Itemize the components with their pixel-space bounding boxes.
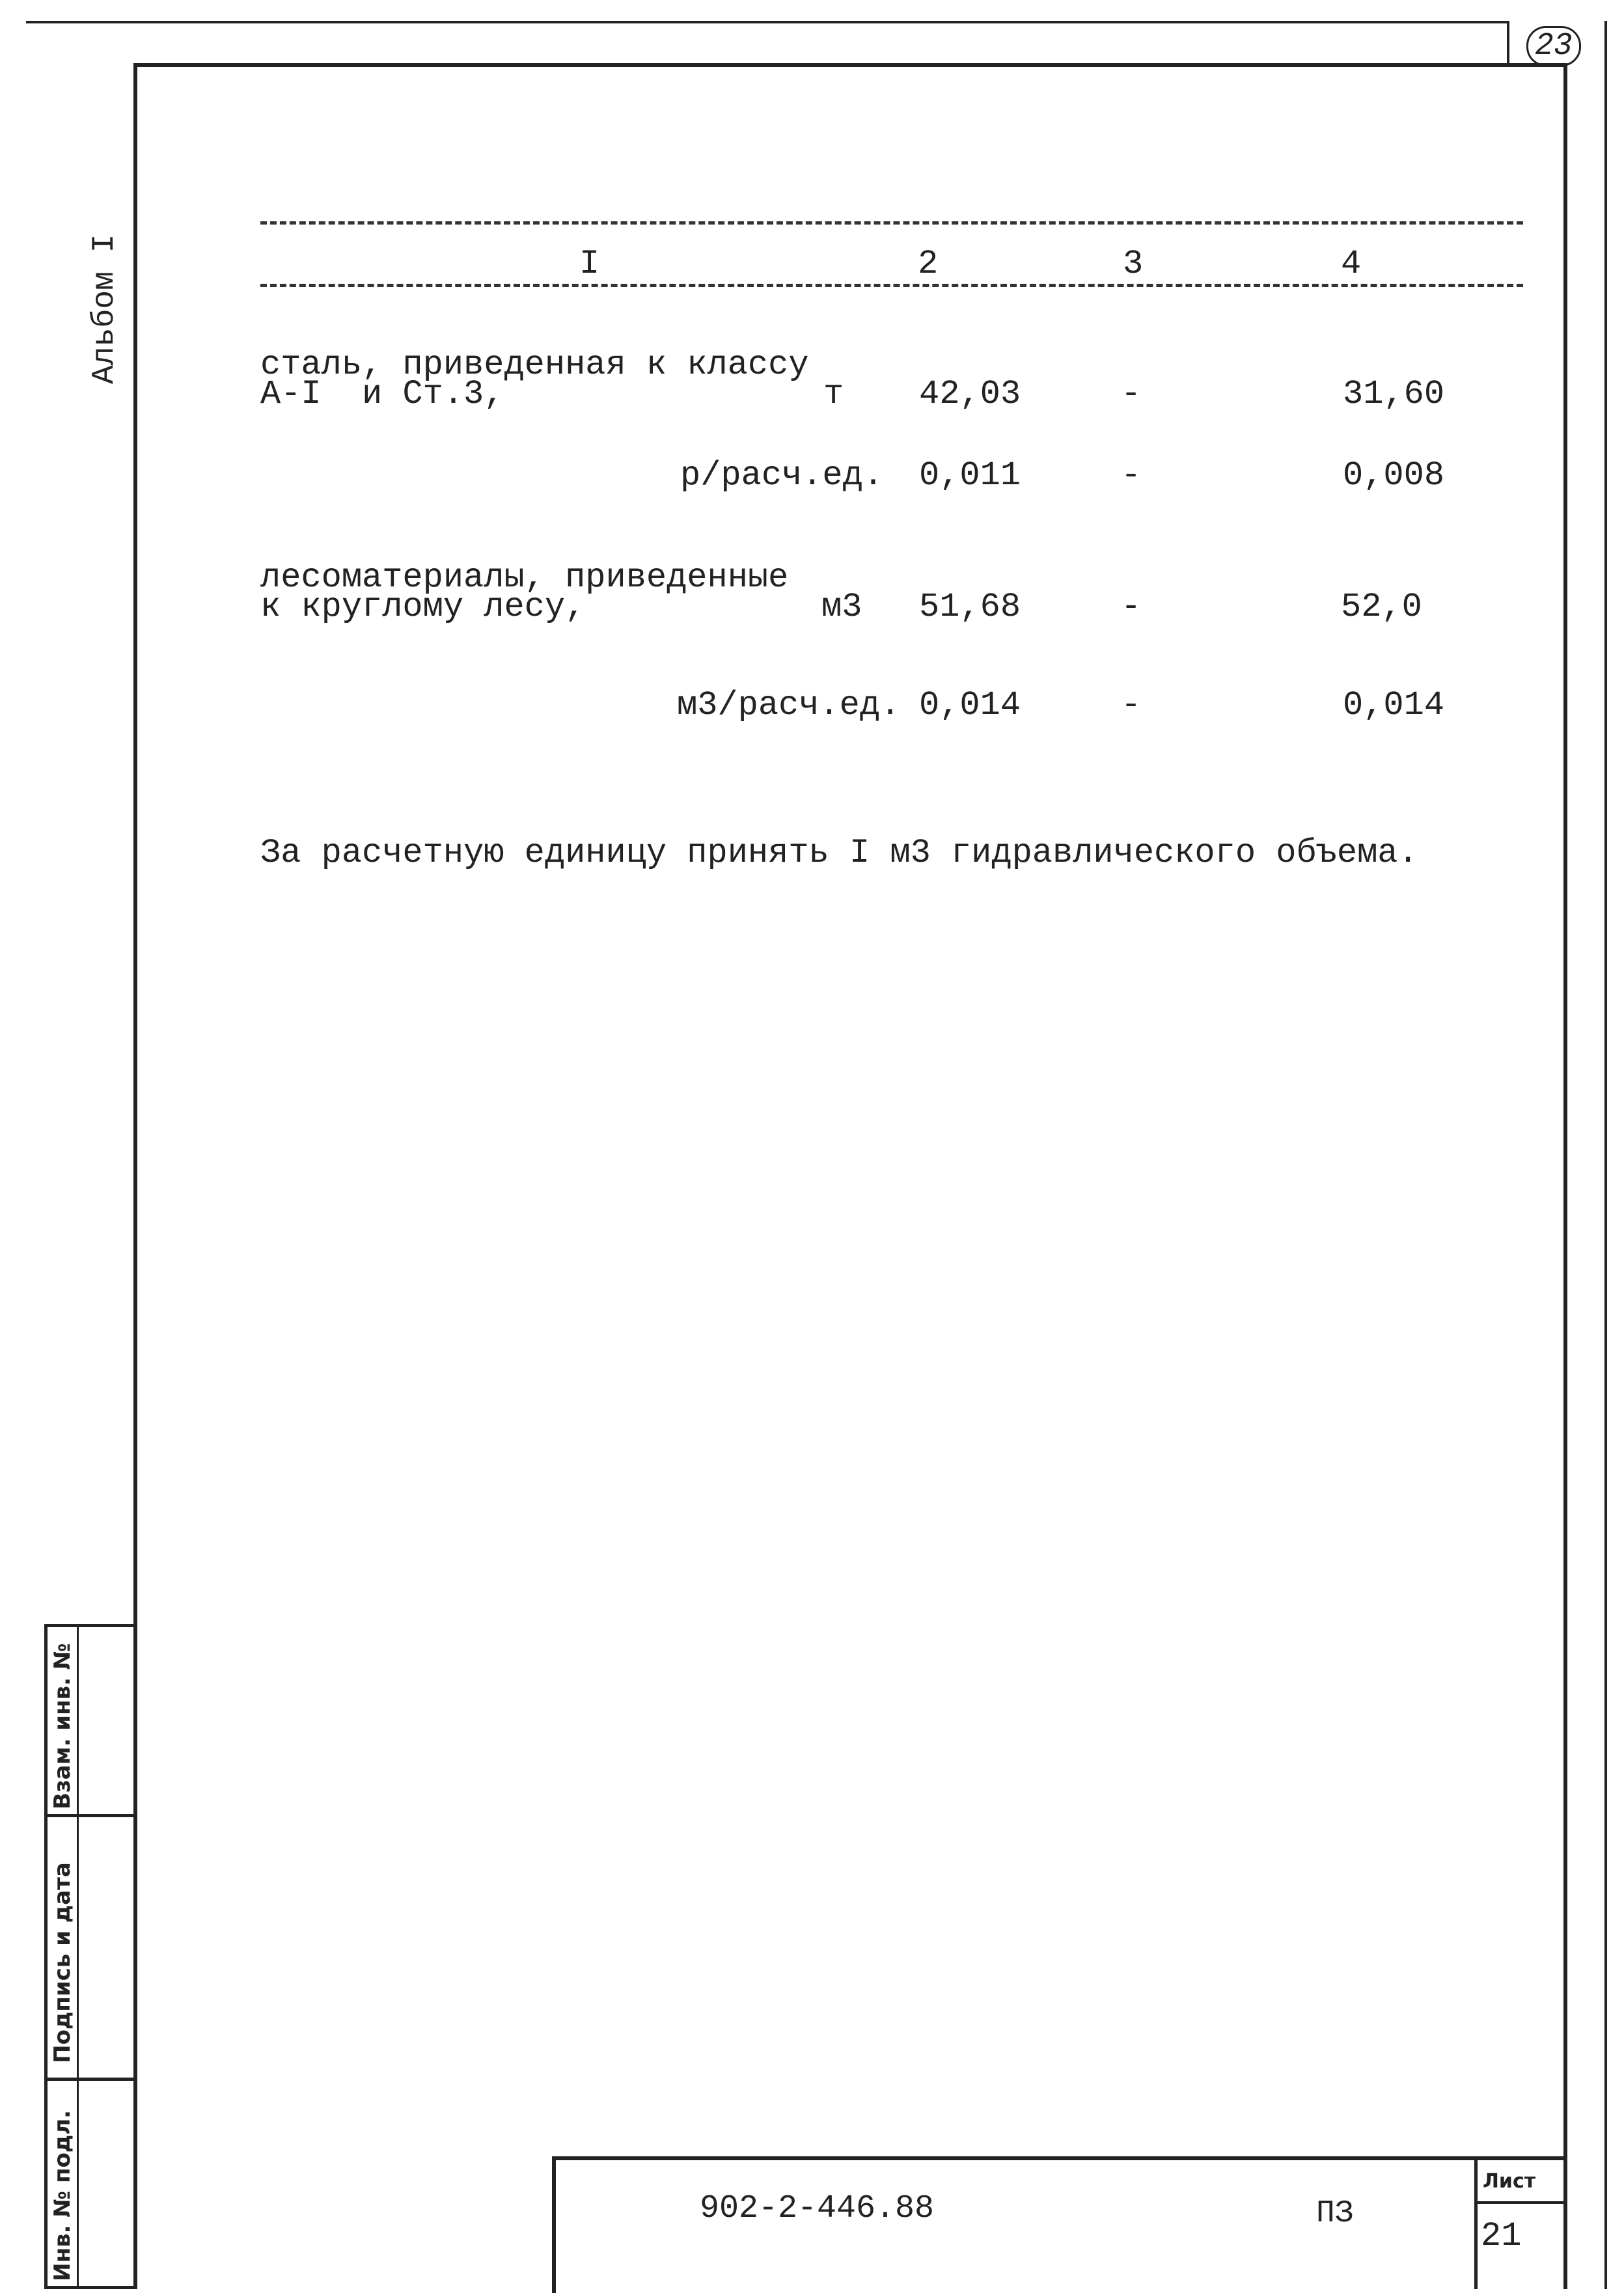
album-label: Альбом I	[87, 234, 122, 384]
row-3-col4: 52,0	[1341, 588, 1422, 626]
row-4-unit: м3/расч.ед.	[677, 686, 901, 724]
side-stamp-field-inventory: Инв. № подл.	[49, 2109, 76, 2281]
side-stamp-field-replacement: Взам. инв. №	[49, 1643, 76, 1809]
side-stamp-field-signature: Подпись и дата	[49, 1862, 76, 2063]
section-code: ПЗ	[1316, 2196, 1354, 2231]
sheet-cell-divider-horizontal	[1474, 2201, 1565, 2204]
row-2-col4: 0,008	[1343, 456, 1445, 495]
header-rule-bottom	[260, 284, 1523, 287]
row-1-name-line-1: сталь, приведенная к классу	[260, 346, 809, 384]
row-4-col2: 0,014	[919, 686, 1021, 724]
sheet-label: Лист	[1483, 2170, 1536, 2193]
outer-right-line	[1604, 21, 1607, 2289]
row-1-name-line-2: А-I и Ст.3,	[260, 375, 504, 413]
sheet-number: 21	[1481, 2217, 1522, 2255]
row-1-unit: т	[823, 375, 844, 413]
side-stamp-divider-2	[44, 2078, 133, 2081]
row-2-unit: р/расч.ед.	[680, 456, 884, 495]
side-stamp-divider-1	[44, 1814, 133, 1817]
column-header-4: 4	[1341, 245, 1362, 283]
note-text: За расчетную единицу принять I м3 гидравлического объема.	[260, 834, 1418, 872]
side-stamp-column-divider	[77, 1624, 79, 2289]
column-header-1: I	[579, 245, 600, 283]
row-4-col4: 0,014	[1343, 686, 1445, 724]
page-stamp: 23	[1526, 26, 1581, 66]
row-1-col4: 31,60	[1343, 375, 1445, 413]
row-3-unit: м3	[821, 588, 862, 626]
row-4-col3: -	[1121, 686, 1142, 724]
row-2-col3: -	[1121, 456, 1142, 495]
row-2-col2: 0,011	[919, 456, 1021, 495]
row-3-name-line-2: к круглому лесу,	[260, 588, 586, 626]
column-header-3: 3	[1123, 245, 1144, 283]
top-trim-line	[26, 21, 1507, 23]
frame-top	[133, 63, 1565, 67]
doc-code: 902-2-446.88	[700, 2190, 935, 2227]
row-3-col3: -	[1121, 588, 1142, 626]
row-3-col2: 51,68	[919, 588, 1021, 626]
frame-right	[1563, 63, 1567, 2289]
row-1-col2: 42,03	[919, 375, 1021, 413]
row-3-name-line-1: лесоматериалы, приведенные	[260, 558, 789, 597]
header-rule-top	[260, 221, 1523, 225]
sheet-cell-divider-vertical	[1474, 2156, 1478, 2289]
column-header-2: 2	[918, 245, 939, 283]
frame-left	[133, 63, 137, 2289]
row-1-col3: -	[1121, 375, 1142, 413]
